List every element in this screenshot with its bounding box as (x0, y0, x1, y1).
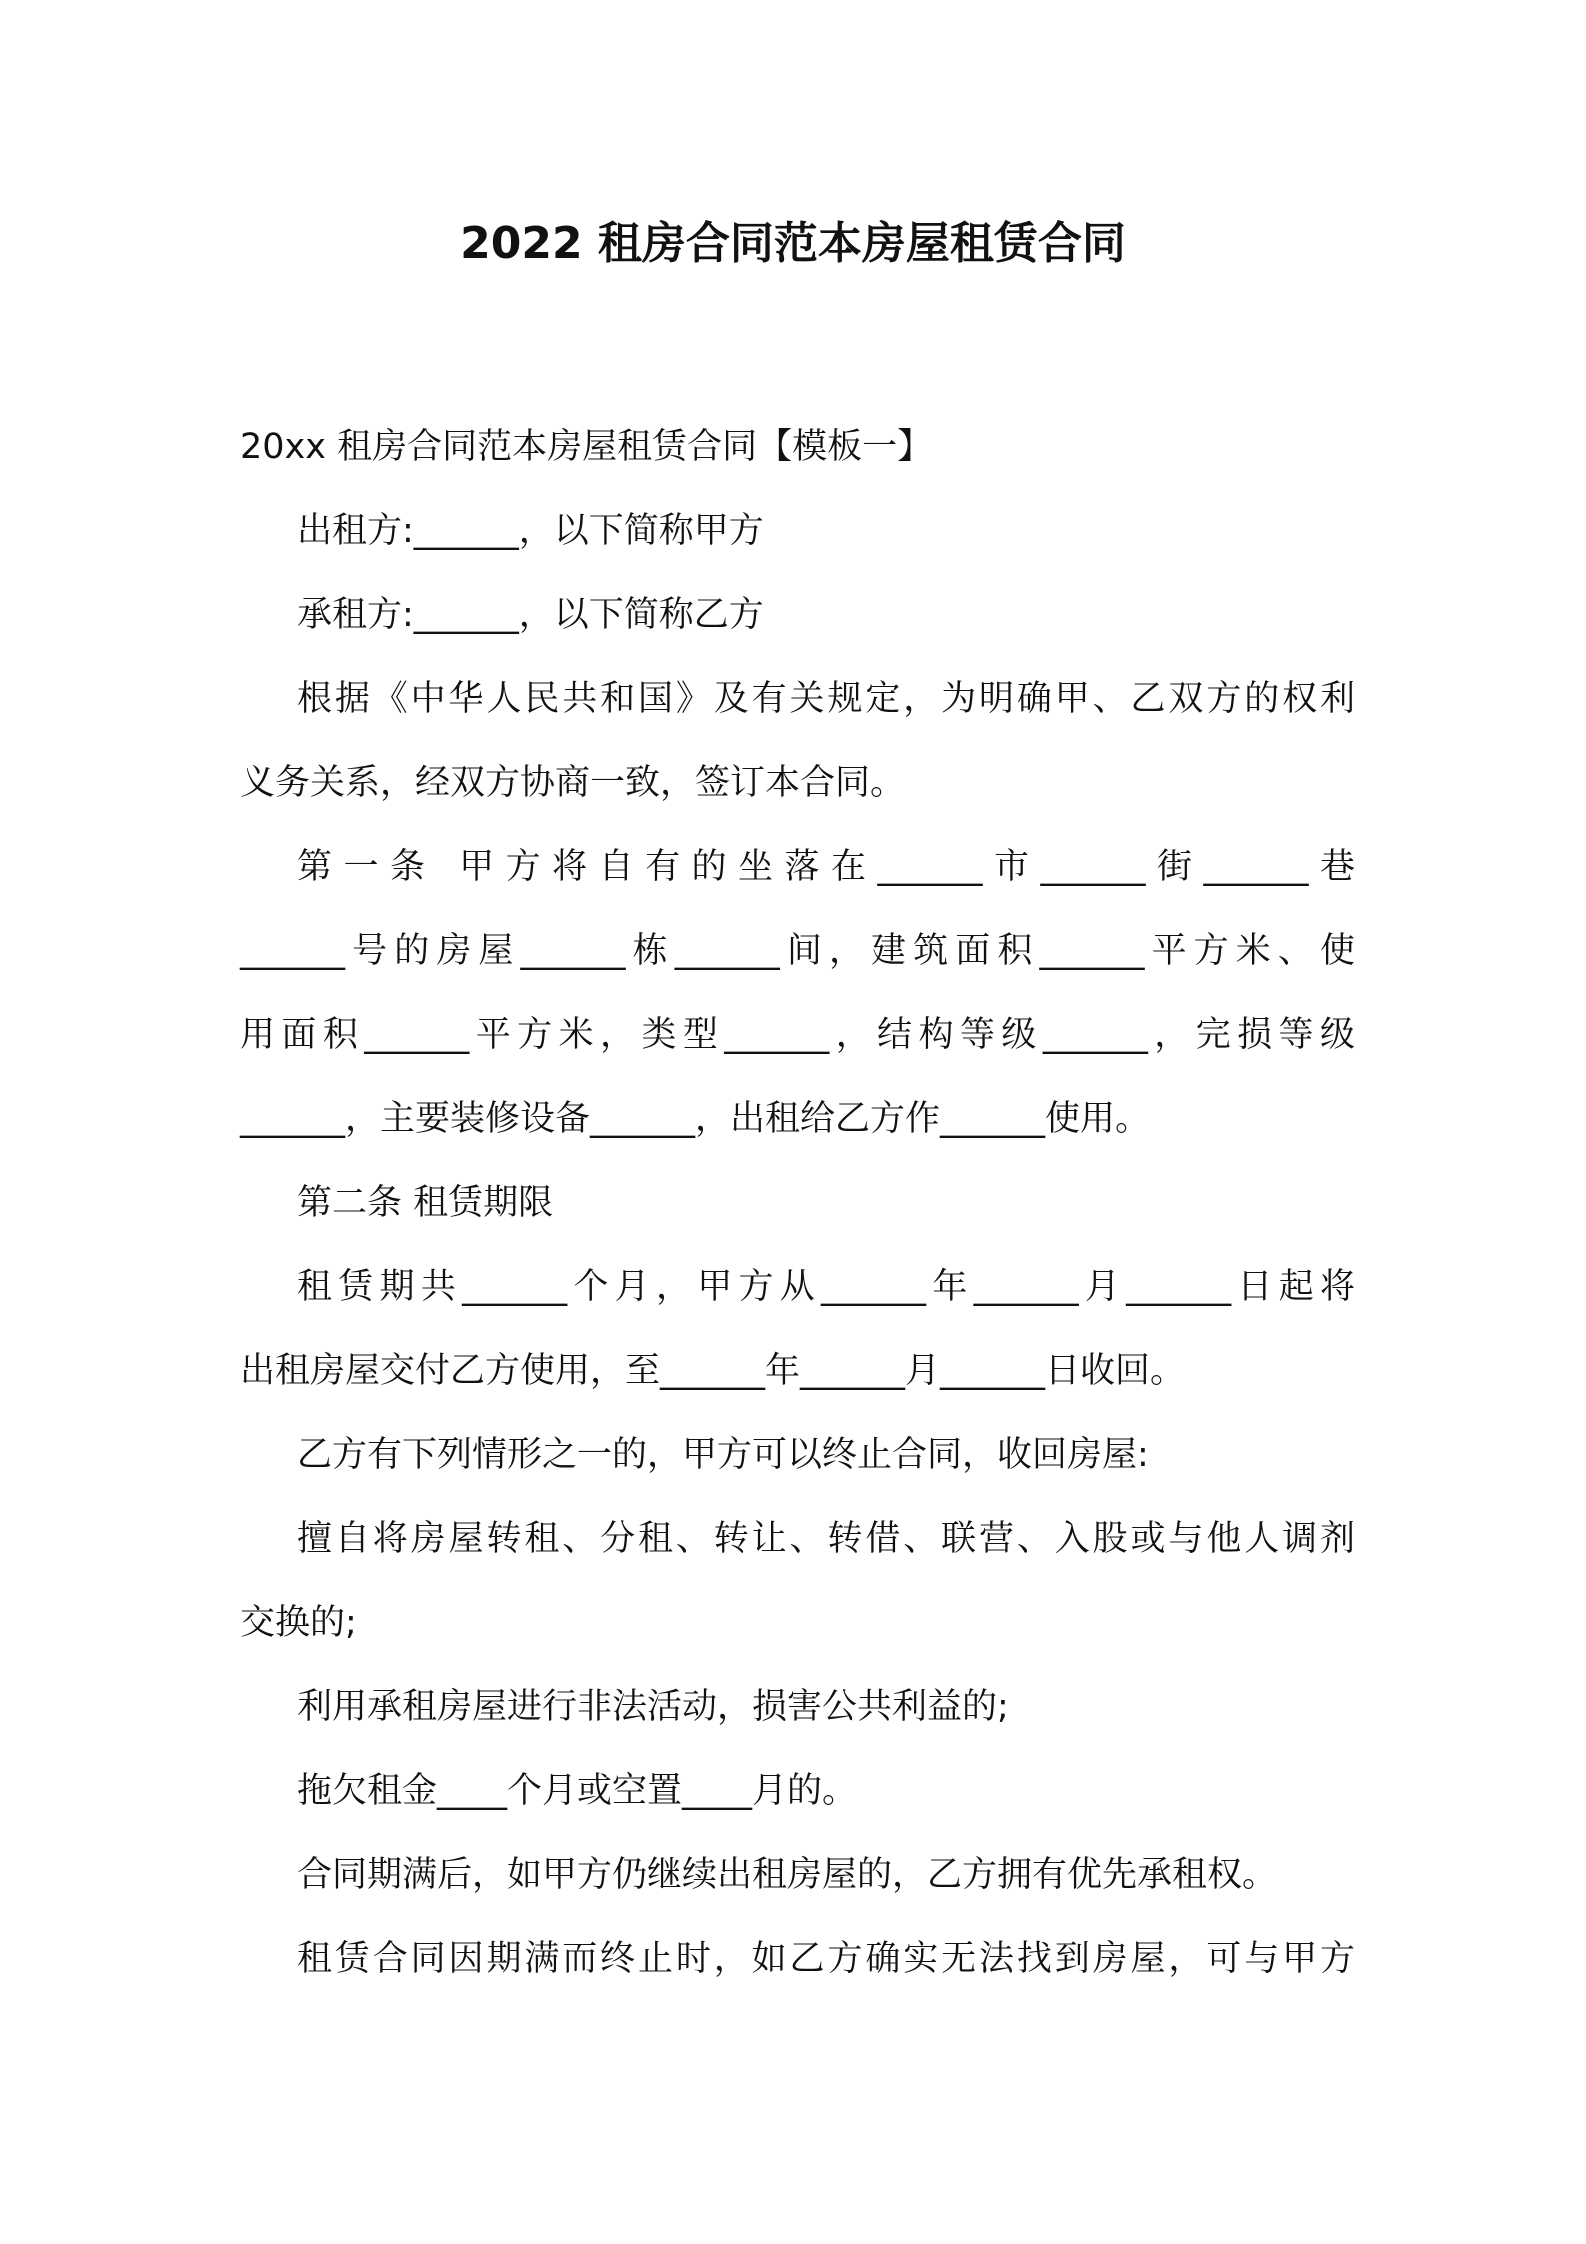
termination-item-1-line-1: 擅自将房屋转租、分租、转让、转借、联营、入股或与他人调剂 (297, 1519, 1355, 1559)
document-body (240, 405, 1355, 2001)
termination-item-1-line-2: 交换的; (240, 1603, 357, 1643)
preamble-line-2: 义务关系，经双方协商一致，签订本合同。 (240, 763, 906, 803)
priority-renewal-line: 合同期满后，如甲方仍继续出租房屋的，乙方拥有优先承租权。 (297, 1855, 1278, 1895)
term-line-1: 租赁期共______个月，甲方从______年______月______日起将 (297, 1267, 1355, 1307)
template-heading: 20xx 租房合同范本房屋租赁合同【模板一】 (240, 427, 933, 467)
lessor-line: 出租方:______，以下简称甲方 (297, 511, 764, 551)
preamble-line-1: 根据《中华人民共和国》及有关规定，为明确甲、乙双方的权利 (297, 679, 1355, 719)
article-1-line-4: ______，主要装修设备______，出租给乙方作______使用。 (240, 1099, 1151, 1139)
article-1-line-2: ______号的房屋______栋______间，建筑面积______平方米、使 (240, 931, 1355, 971)
term-line-2: 出租房屋交付乙方使用，至______年______月______日收回。 (240, 1351, 1186, 1391)
termination-item-3: 拖欠租金____个月或空置____月的。 (297, 1771, 858, 1811)
article-2-heading: 第二条 租赁期限 (297, 1183, 554, 1223)
termination-item-2: 利用承租房屋进行非法活动，损害公共利益的; (297, 1687, 1009, 1727)
article-1-line-1: 第一条 甲方将自有的坐落在______市______街______巷 (297, 847, 1355, 887)
lessee-line: 承租方:______，以下简称乙方 (297, 595, 764, 635)
termination-intro: 乙方有下列情形之一的，甲方可以终止合同，收回房屋: (297, 1435, 1149, 1475)
expiry-line: 租赁合同因期满而终止时，如乙方确实无法找到房屋，可与甲方 (297, 1939, 1355, 1979)
document-title: 2022 租房合同范本房屋租赁合同 (460, 218, 1126, 269)
article-1-line-3: 用面积______平方米，类型______，结构等级______，完损等级 (240, 1015, 1355, 1055)
